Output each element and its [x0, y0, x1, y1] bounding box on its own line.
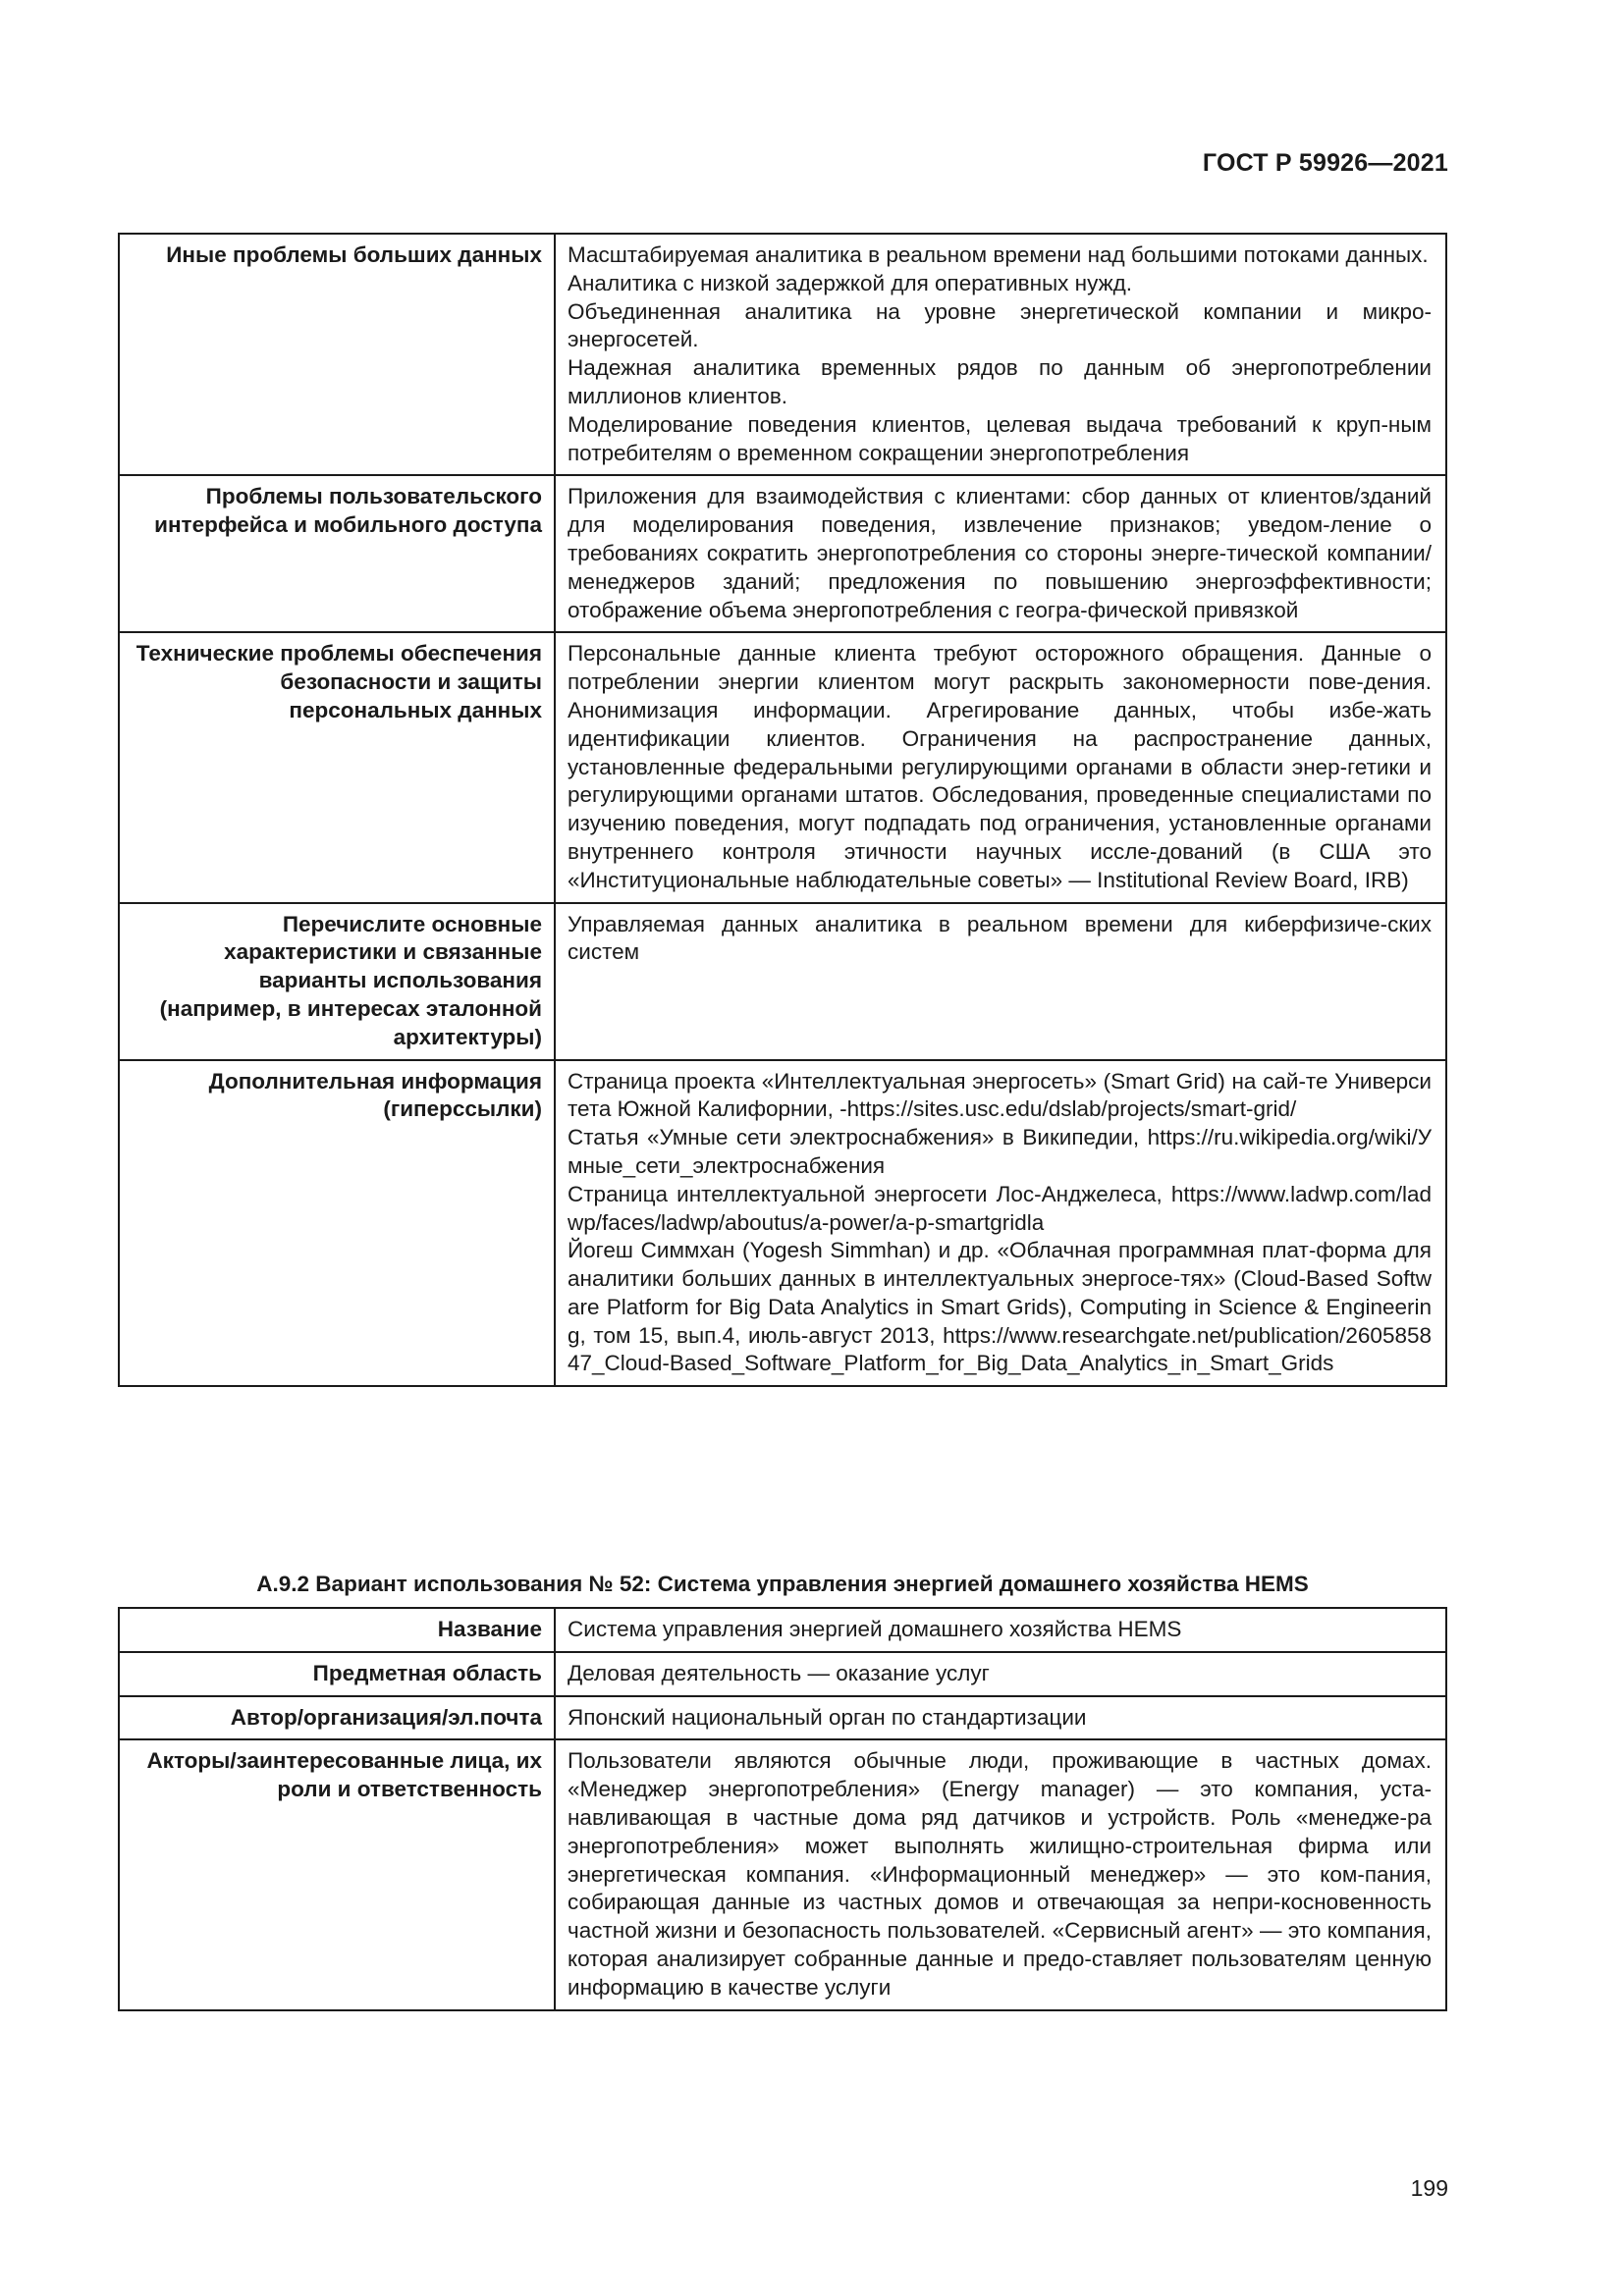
row-value — [555, 1060, 1446, 1387]
document-header: ГОСТ Р 59926—2021 — [1202, 149, 1448, 177]
row-label: Проблемы пользовательского интерфейса и мобильного доступа — [119, 475, 555, 632]
table-row — [119, 234, 1446, 475]
hyperlink-entry[interactable]: Страница проекта «Интеллектуальная энергосеть» (Smart Grid) на сай-те Университета Южной Калифорнии, -https://sites.usc.edu/dslab/projects/smart-grid/ — [568, 1068, 1432, 1122]
value-line: Управляемая данных аналитика в реальном времени для киберфизиче-ских систем — [568, 911, 1432, 965]
row-label: Технические проблемы обеспечения безопасности и защиты персональных данных — [119, 632, 555, 902]
row-value — [555, 475, 1446, 632]
value-line: Приложения для взаимодействия с клиентами: сбор данных от клиентов/зданий для моделирования поведения, извлечение признаков; уведом-ление о требованиях сократить энергопотребления со стороны энерге-тической компании/менеджеров зданий; предложения по повышению энергоэффективности; отображение объема энергопотребления с геогра-фической привязкой — [568, 484, 1432, 622]
row-value — [555, 632, 1446, 902]
hyperlink-entry[interactable]: Страница интеллектуальной энергосети Лос-Анджелеса, https://www.ladwp.com/ladwp/faces/ladwp/aboutus/a-power/a-p-smartgridla — [568, 1181, 1432, 1235]
row-value: Пользователи являются обычные люди, проживающие в частных домах. «Менеджер энергопотребления» (Energy manager) — это компания, уста-навливающая в частные дома ряд датчиков и устройств. Роль «менедже-ра энергопотребления» может выполнять жилищно-строительная фирма или энергетическая компания. «Информационный менеджер» — это ком-пания, собирающая данные из частных домов и отвечающая за непри-косновенность частной жизни и безопасность пользователей. «Сервисный агент» — это компания, которая анализирует собранные данные и предо-ставляет пользователям ценную информацию в качестве услуги — [555, 1739, 1446, 2009]
table-row — [119, 1060, 1446, 1387]
table-row — [119, 903, 1446, 1060]
row-value — [555, 234, 1446, 475]
row-value: Деловая деятельность — оказание услуг — [555, 1652, 1446, 1696]
row-label: Название — [119, 1608, 555, 1652]
section-caption: А.9.2 Вариант использования № 52: Система управления энергией домашнего хозяйства HEMS — [256, 1572, 1309, 1596]
value-line: Персональные данные клиента требуют осторожного обращения. Данные о потреблении энергии клиентом могут раскрыть закономерности пове-дения. Анонимизация информации. Агрегирование данных, чтобы избе-жать идентификации клиентов. Ограничения на распространение данных, установленные федеральными регулирующими органами в области энер-гетики и регулирующими органами штатов. Обследования, проведенные специалистами по изучению поведения, могут подпадать под ограничения, установленные органами внутреннего контроля этичности научных иссле-дований (в США это «Институциональные наблюдательные советы» — Institutional Review Board, IRB) — [568, 641, 1432, 892]
table-row — [119, 1652, 1446, 1696]
row-value: Японский национальный орган по стандартизации — [555, 1696, 1446, 1740]
row-value — [555, 903, 1446, 1060]
table-row — [119, 632, 1446, 902]
value-line: Масштабируемая аналитика в реальном времени над большими потоками данных. — [568, 242, 1429, 267]
use-case-52-table — [118, 1607, 1447, 2011]
row-label: Иные проблемы больших данных — [119, 234, 555, 475]
table-row — [119, 1608, 1446, 1652]
value-line: Объединенная аналитика на уровне энергетической компании и микро-энергосетей. — [568, 298, 1432, 352]
value-line: Надежная аналитика временных рядов по данным об энергопотреблении миллионов клиентов. — [568, 355, 1432, 408]
table-row — [119, 475, 1446, 632]
value-line: Моделирование поведения клиентов, целевая выдача требований к круп-ным потребителям о временном сокращении энергопотребления — [568, 411, 1432, 465]
row-label: Дополнительная информация (гиперссылки) — [119, 1060, 555, 1387]
row-label: Акторы/заинтересованные лица, их роли и ответственность — [119, 1739, 555, 2009]
row-value: Система управления энергией домашнего хозяйства HEMS — [555, 1608, 1446, 1652]
value-line: Аналитика с низкой задержкой для оперативных нужд. — [568, 270, 1133, 295]
table-row — [119, 1739, 1446, 2009]
page-number: 199 — [1410, 2175, 1448, 2201]
hyperlink-entry[interactable]: Йогеш Симмхан (Yogesh Simmhan) и др. «Облачная программная плат-форма для аналитики больших данных в интеллектуальных энергосе-тях» (Cloud-Based Software Platform for Big Data Analytics in Smart Grids), Computing in Science & Engineering, том 15, вып.4, июль-август 2013, https://www.researchgate.net/publication/260585847_Cloud-Based_Software_Platform_for_Big_Data_Analytics_in_Smart_Grids — [568, 1238, 1432, 1376]
use-case-table-continued — [118, 233, 1447, 1387]
row-label: Перечислите основные характеристики и связанные варианты использования (например, в интересах эталонной архитектуры) — [119, 903, 555, 1060]
row-label: Предметная область — [119, 1652, 555, 1696]
hyperlink-entry[interactable]: Статья «Умные сети электроснабжения» в Википедии, https://ru.wikipedia.org/wiki/Умные_сети_электроснабжения — [568, 1125, 1432, 1178]
row-label: Автор/организация/эл.почта — [119, 1696, 555, 1740]
table-row — [119, 1696, 1446, 1740]
